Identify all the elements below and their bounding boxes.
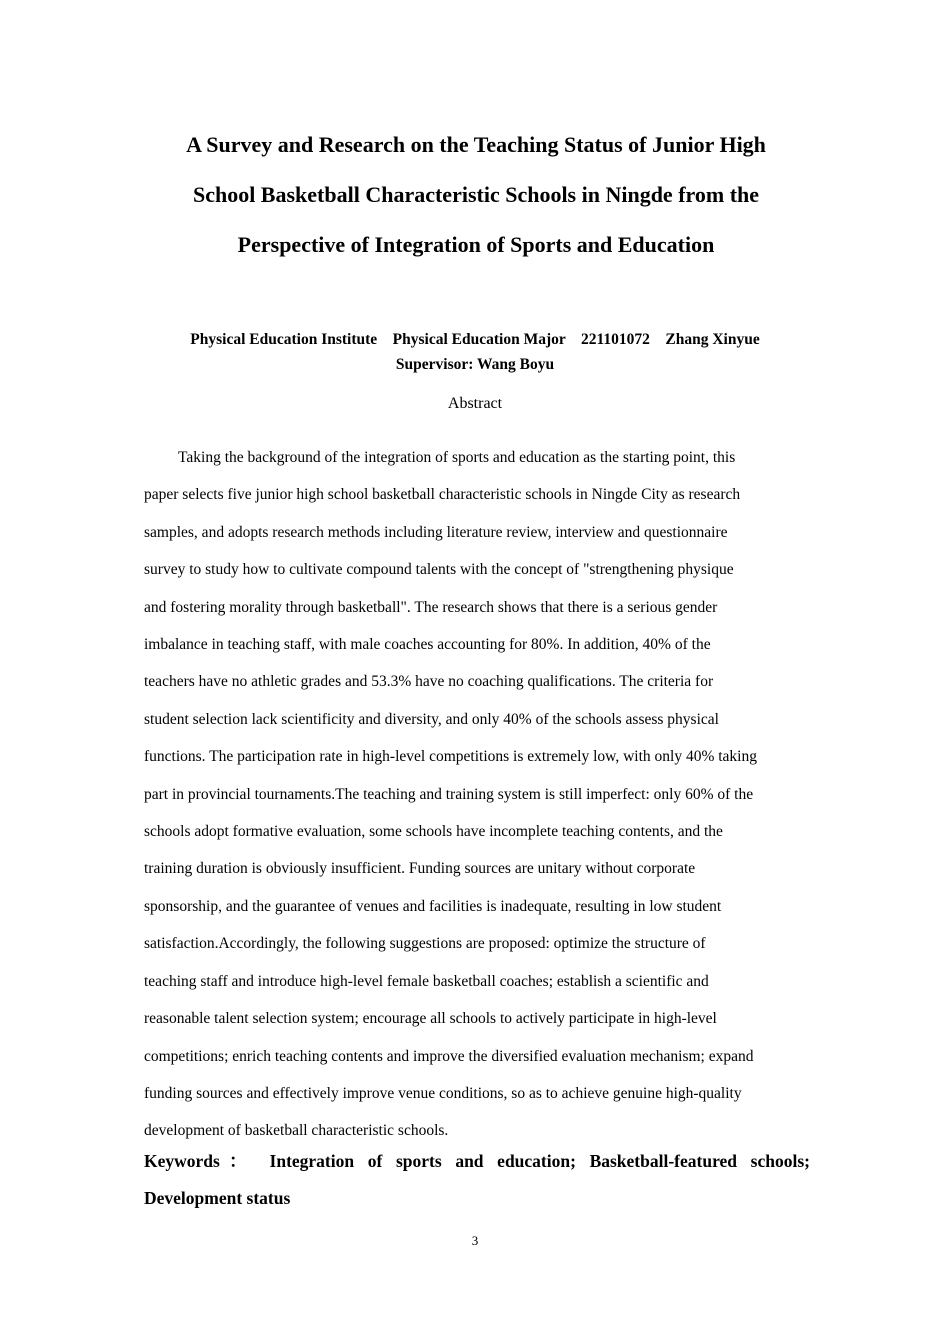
keywords (144, 1147, 810, 1212)
abstract-heading: Abstract (447, 395, 503, 412)
page-number: 3 (471, 1233, 479, 1248)
keywords-line: Keywords： Integration of sports and education; Basketball-featured schools; (144, 1151, 810, 1171)
abstract-line: satisfaction.Accordingly, the following suggestions are proposed: optimize the structure of (144, 935, 706, 953)
abstract-line: functions. The participation rate in high-level competitions is extremely low, with only 40% taking (144, 748, 757, 766)
abstract-line: teaching staff and introduce high-level female basketball coaches; establish a scientific and (144, 972, 709, 990)
abstract-line: schools adopt formative evaluation, some schools have incomplete teaching contents, and the (144, 823, 723, 841)
paper-title (140, 120, 812, 270)
abstract-line: and fostering morality through basketball". The research shows that there is a serious gender (144, 598, 718, 616)
abstract-line: training duration is obviously insufficient. Funding sources are unitary without corporate (144, 860, 696, 878)
abstract-line: sponsorship, and the guarantee of venues and facilities is inadequate, resulting in low student (144, 897, 722, 915)
abstract-line: paper selects five junior high school basketball characteristic schools in Ningde City as research (144, 486, 741, 504)
title-line: Perspective of Integration of Sports and Education (237, 232, 715, 257)
keywords-line: Development status (144, 1188, 291, 1208)
abstract-line: reasonable talent selection system; encourage all schools to actively participate in high-level (144, 1010, 717, 1028)
abstract-line: competitions; enrich teaching contents and improve the diversified evaluation mechanism; expand (144, 1047, 754, 1065)
abstract-line: Taking the background of the integration of sports and education as the starting point, this (178, 449, 736, 466)
supervisor-line: Supervisor: Wang Boyu (395, 356, 555, 373)
title-line: A Survey and Research on the Teaching Status of Junior High (186, 132, 766, 157)
abstract-line: teachers have no athletic grades and 53.3% have no coaching qualifications. The criteria for (144, 673, 714, 691)
title-line: School Basketball Characteristic Schools in Ningde from the (192, 182, 760, 207)
abstract-line: funding sources and effectively improve venue conditions, so as to achieve genuine high-quality (144, 1084, 742, 1102)
abstract-line: samples, and adopts research methods including literature review, interview and questionnaire (144, 523, 728, 541)
abstract-line: student selection lack scientificity and diversity, and only 40% of the schools assess physical (144, 710, 719, 728)
abstract-line: part in provincial tournaments.The teaching and training system is still imperfect: only 60% of the (144, 785, 754, 803)
abstract-body (144, 439, 814, 1150)
abstract-line: development of basketball characteristic schools. (144, 1122, 449, 1140)
abstract-line: imbalance in teaching staff, with male coaches accounting for 80%. In addition, 40% of the (144, 636, 711, 654)
author-line: Physical Education Institute Physical Education Major 221101072 Zhang Xinyue (190, 331, 760, 348)
abstract-line: survey to study how to cultivate compound talents with the concept of "strengthening physique (144, 561, 734, 579)
